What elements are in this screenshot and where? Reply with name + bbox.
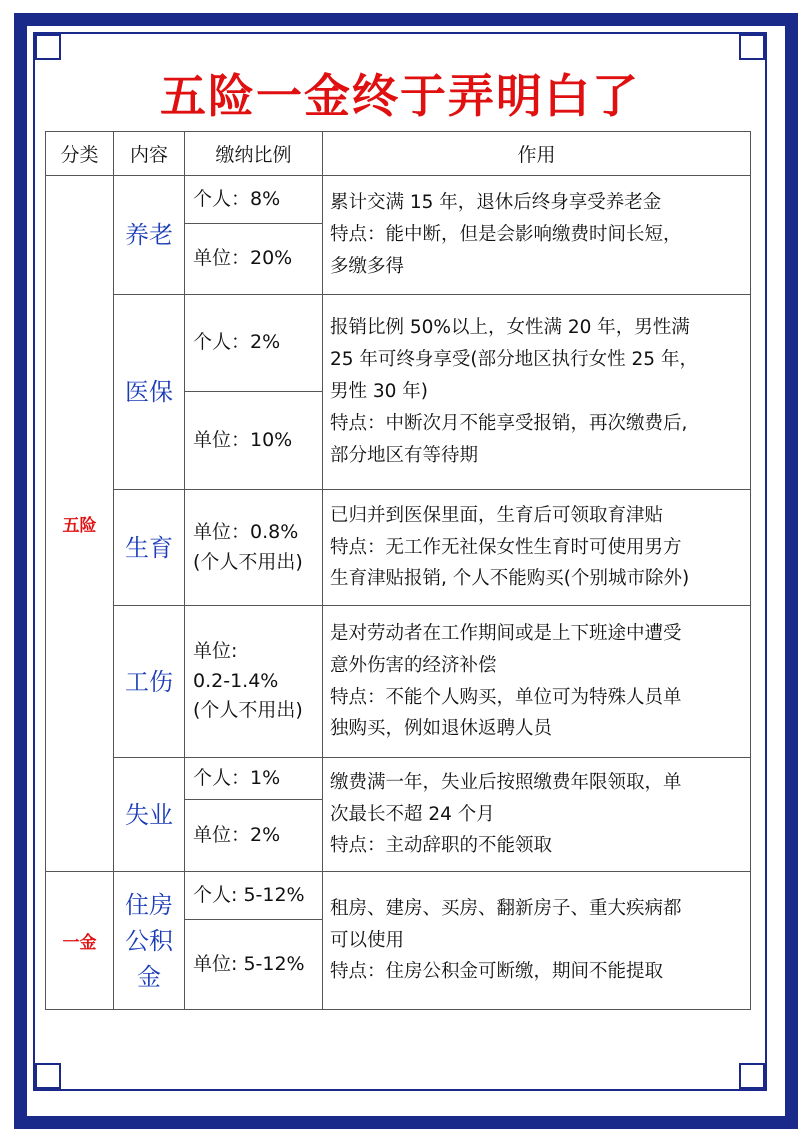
header-effect: 作用 (323, 132, 751, 176)
header-item: 内容 (114, 132, 185, 176)
desc-cell: 缴费满一年，失业后按照缴费年限领取，单 次最长不超 24 个月 特点：主动辞职的不能领取 (323, 758, 751, 872)
desc-cell: 报销比例 50%以上，女性满 20 年，男性满 25 年可终身享受(部分地区执行女性 25 年， 男性 30 年) 特点：中断次月不能享受报销，再次缴费后, 部分地区有等待期 (323, 295, 751, 490)
frame-corner-ornament (739, 34, 765, 60)
rate-cell: 单位: 5-12% (185, 920, 323, 1010)
desc-cell: 租房、建房、买房、翻新房子、重大疾病都 可以使用 特点：住房公积金可断缴，期间不能提取 (323, 872, 751, 1010)
rate-cell: 个人：8% (185, 176, 323, 224)
item-pension: 养老 (114, 176, 185, 295)
item-medical: 医保 (114, 295, 185, 490)
table-row (46, 295, 751, 392)
rate-cell: 单位: 0.2-1.4% (个人不用出) (185, 606, 323, 758)
frame-corner-ornament (739, 1063, 765, 1089)
table-header-row (46, 132, 751, 176)
insurance-table (45, 131, 751, 1010)
rate-cell: 单位：20% (185, 224, 323, 295)
category-five-insurances: 五险 (46, 176, 114, 872)
page-title: 五险一金终于弄明白了 (160, 69, 640, 123)
frame-corner-ornament (35, 1063, 61, 1089)
item-unemployment: 失业 (114, 758, 185, 872)
rate-cell: 单位：0.8% (个人不用出) (185, 490, 323, 606)
item-housing-fund: 住房 公积 金 (114, 872, 185, 1010)
table-row (46, 176, 751, 224)
frame-corner-ornament (35, 34, 61, 60)
header-rate: 缴纳比例 (185, 132, 323, 176)
rate-cell: 单位：10% (185, 392, 323, 490)
rate-cell: 单位：2% (185, 800, 323, 872)
rate-cell: 个人: 5-12% (185, 872, 323, 920)
table-row (46, 490, 751, 606)
table-row (46, 758, 751, 800)
rate-cell: 个人：1% (185, 758, 323, 800)
desc-cell: 是对劳动者在工作期间或是上下班途中遭受 意外伤害的经济补偿 特点：不能个人购买，单位可为特殊人员单 独购买，例如退休返聘人员 (323, 606, 751, 758)
rate-cell: 个人：2% (185, 295, 323, 392)
category-housing-fund: 一金 (46, 872, 114, 1010)
header-category: 分类 (46, 132, 114, 176)
item-maternity: 生育 (114, 490, 185, 606)
table-row (46, 606, 751, 758)
table-row (46, 872, 751, 920)
desc-cell: 累计交满 15 年，退休后终身享受养老金 特点：能中断，但是会影响缴费时间长短， 多缴多得 (323, 176, 751, 295)
desc-cell: 已归并到医保里面，生育后可领取育津贴 特点：无工作无社保女性生育时可使用男方 生育津贴报销, 个人不能购买(个别城市除外) (323, 490, 751, 606)
item-injury: 工伤 (114, 606, 185, 758)
